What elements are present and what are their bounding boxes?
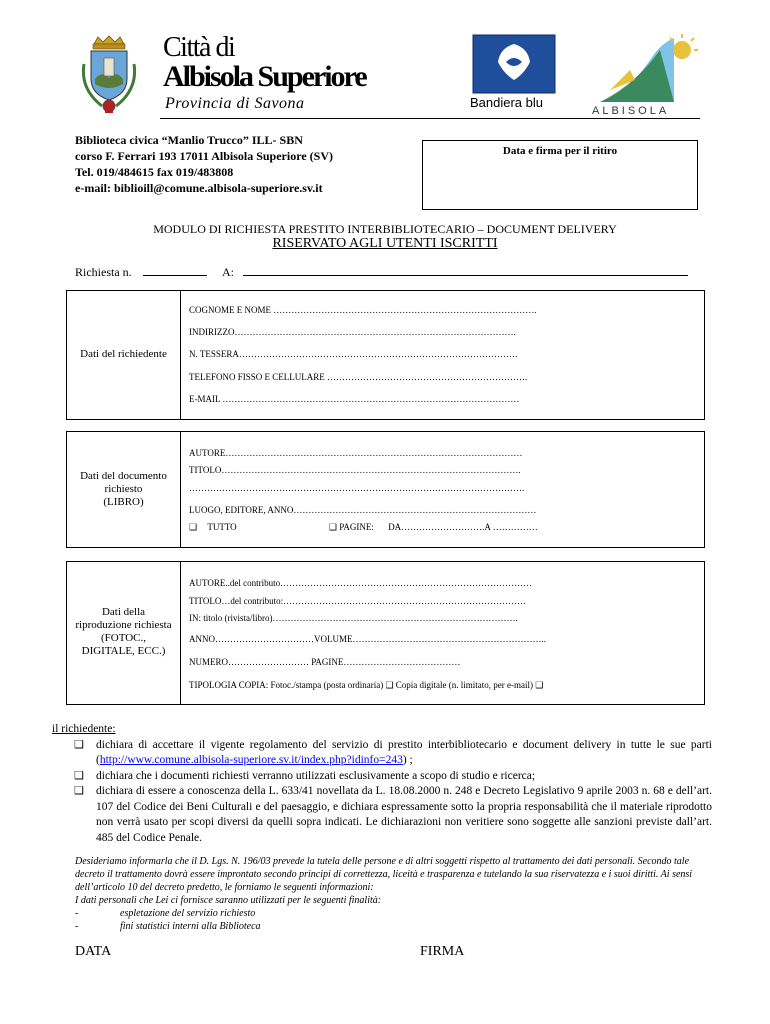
albisola-logo-text: ALBISOLA [592, 105, 670, 117]
privacy-purposes-intro: I dati personali che Lei ci fornisce saranno utilizzati per le seguenti finalità: [75, 895, 382, 906]
author-field[interactable]: AUTORE……………………………………………………………………………………… [189, 448, 523, 458]
form-title: MODULO DI RICHIESTA PRESTITO INTERBIBLIOTECARIO – DOCUMENT DELIVERY [153, 222, 617, 236]
contribution-title-field[interactable]: TITOLO…del contributo:……………………………………………………………………… [189, 596, 527, 606]
number-pages-field[interactable]: NUMERO……………………… PAGINE………………………………… [189, 657, 461, 667]
reproduction-section [66, 561, 705, 705]
signature-label: FIRMA [420, 944, 465, 959]
declaration-text: dichiara di accettare il vigente regolamento del servizio di prestito interbibliotecario e document delivery in tutte le sue parti ( [96, 738, 712, 766]
scope-options-row [189, 522, 538, 533]
card-number-field[interactable]: N. TESSERA………………………………………………………………………………… [189, 349, 518, 359]
reproduction-label-line2: riproduzione richiesta [75, 619, 172, 631]
title-field[interactable]: TITOLO………………………………………………………………………………………. [189, 465, 521, 475]
section-divider [180, 291, 181, 419]
title-continuation-field[interactable]: …………………………………………………………………………………………………. [189, 483, 525, 493]
city-name-line2: Albisola Superiore [163, 60, 366, 93]
document-section-label [67, 470, 180, 509]
request-number-field[interactable] [143, 265, 207, 276]
request-number-label: Richiesta n. [75, 265, 132, 279]
reproduction-label-line1: Dati della [101, 606, 146, 618]
requester-section-label: Dati del richiedente [80, 348, 167, 360]
declaration-text-end: ) ; [402, 754, 413, 766]
declaration-checkbox[interactable]: ❑ [74, 769, 84, 782]
recipient-label: A: [222, 265, 234, 279]
declaration-checkbox[interactable]: ❑ [74, 785, 84, 797]
reproduction-label-line4: DIGITALE, ECC.) [81, 645, 166, 657]
library-contact-block [75, 132, 333, 196]
city-name-line1: Città di [163, 32, 235, 63]
blue-flag-caption: Bandiera blu [470, 95, 543, 110]
contribution-author-field[interactable]: AUTORE..del contributo………………………………………………………………………… [189, 578, 533, 588]
pages-checkbox[interactable]: ❑ [328, 522, 337, 532]
library-name: Biblioteca civica “Manlio Trucco” ILL- SBN [75, 133, 303, 147]
privacy-purpose-text: fini statistici interni alla Biblioteca [120, 921, 261, 932]
privacy-purpose-item: - espletazione del servizio richiesto [75, 908, 256, 919]
page-range-field[interactable]: DA……………………….A …………… [388, 522, 538, 532]
date-label: DATA [75, 944, 112, 959]
recipient-row [222, 265, 688, 280]
city-crest-icon [80, 34, 138, 116]
library-phone: Tel. 019/484615 fax 019/483808 [75, 165, 234, 179]
declaration-item [52, 784, 712, 846]
address-field[interactable]: INDIRIZZO…………………………………………………………………………………. [189, 327, 516, 337]
all-checkbox[interactable]: ❑ [189, 522, 198, 532]
blue-flag-logo-icon [472, 34, 556, 94]
declarations-block [52, 722, 712, 846]
declarations-intro: il richiedente: [52, 723, 116, 735]
pages-option-label: PAGINE: [339, 522, 374, 532]
all-option-label: TUTTO [207, 522, 237, 532]
declaration-item [52, 769, 712, 785]
declaration-item [52, 738, 712, 769]
recipient-field[interactable] [243, 265, 688, 276]
phone-field[interactable]: TELEFONO FISSO E CELLULARE …………………………………………………………. [189, 372, 528, 382]
section-divider [180, 562, 181, 704]
reproduction-section-label [67, 606, 180, 658]
year-volume-field[interactable]: ANNO……………………………VOLUME……………………………………………………….. [189, 634, 546, 644]
regulation-link[interactable]: http://www.comune.albisola-superiore.sv.it/index.php?idinfo=243 [99, 754, 403, 766]
publisher-field[interactable]: LUOGO, EDITORE, ANNO……………………………………………………………………… [189, 505, 537, 515]
name-field[interactable]: COGNOME E NOME ……………………………………………………………………………. [189, 305, 537, 315]
document-label-line1: Dati del documento [80, 470, 167, 482]
header-divider [160, 118, 700, 119]
document-section [66, 431, 705, 548]
document-label-line3: (LIBRO) [103, 496, 144, 508]
form-subtitle: RISERVATO AGLI UTENTI ISCRITTI [272, 236, 498, 251]
privacy-purpose-text: espletazione del servizio richiesto [120, 908, 256, 919]
privacy-text: Desideriamo informarla che il D. Lgs. N. 196/03 prevede la tutela delle persone e di altri soggetti rispetto al trattamento dei dati personali. Secondo tale decreto il trattamento dovrà essere improntato secondo principi di correttezza, liceità e trasparenza e tutelando la sua riservatezza e i suoi diritti. Ai sensi dell’articolo 10 del decreto predetto, le forniamo le seguenti informazioni: [75, 856, 693, 893]
section-divider [180, 432, 181, 547]
requester-section [66, 290, 705, 420]
library-address: corso F. Ferrari 193 17011 Albisola Superiore (SV) [75, 149, 333, 163]
source-title-field[interactable]: IN: titolo (rivista/libro)………………………………………………………………………. [189, 613, 518, 623]
reproduction-label-line3: (FOTOC., [100, 632, 147, 644]
copy-type-field[interactable]: TIPOLOGIA COPIA: Fotoc./stampa (posta ordinaria) ❑ Copia digitale (n. limitato, per e-mail) ❑ [189, 680, 544, 690]
privacy-notice [75, 855, 705, 933]
declaration-checkbox[interactable]: ❑ [74, 738, 84, 751]
email-field[interactable]: E-MAIL ……………………………………………………………………………………… [189, 394, 520, 404]
pickup-signature-box[interactable] [422, 140, 698, 210]
province-label: Provincia di Savona [165, 95, 305, 112]
request-number-row [75, 265, 207, 280]
pickup-signature-label: Data e firma per il ritiro [502, 145, 618, 157]
library-email: e-mail: biblioill@comune.albisola-superiore.sv.it [75, 181, 323, 195]
declaration-text: dichiara che i documenti richiesti verranno utilizzati esclusivamente a scopo di studio e ricerca; [96, 769, 536, 782]
document-label-line2: richiesto [104, 483, 143, 495]
declaration-text: dichiara di essere a conoscenza della L. 633/41 novellata da L. 18.08.2000 n. 248 e Decreto Legislativo 9 aprile 2003 n. 68 e dell’art. 107 del Codice dei Beni Culturali e del paesaggio, e dichiara espressamente sotto la propria responsabilità che il materiale riprodotto non verrà usato per scopi diversi da quelli sopra indicati. Le dichiarazioni non veritiere sono soggette alle sanzioni previste dall’art. 485 del Codice Penale. [96, 785, 712, 844]
privacy-purpose-item: - fini statistici interni alla Biblioteca [75, 921, 261, 932]
